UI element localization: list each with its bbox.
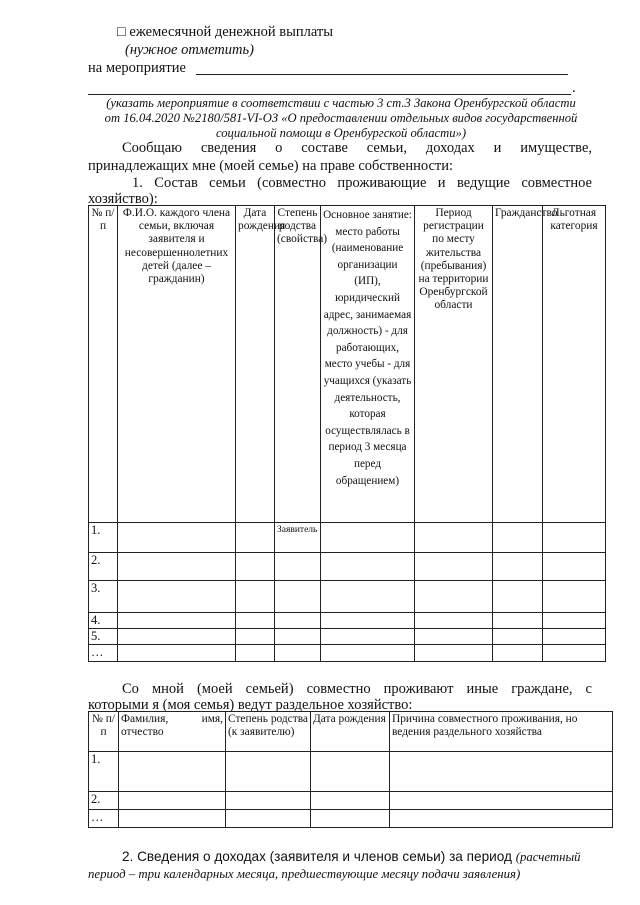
cell-benefit[interactable] [543, 523, 606, 553]
header-birth-date: Дата рождения [236, 206, 275, 523]
cell-benefit[interactable] [543, 629, 606, 645]
cell-occupation[interactable] [321, 581, 415, 613]
row-number: 5. [89, 629, 118, 645]
cell-registration[interactable] [415, 629, 493, 645]
cell-citizenship[interactable] [493, 645, 543, 662]
cell-full-name[interactable] [118, 523, 236, 553]
cell-registration[interactable] [415, 553, 493, 581]
header-reason: Причина совместного проживания, но ведения раздельного хозяйства [390, 712, 613, 752]
header-birth-date: Дата рождения [311, 712, 390, 752]
cell-citizenship[interactable] [493, 629, 543, 645]
cell-registration[interactable] [415, 613, 493, 629]
cell-benefit[interactable] [543, 581, 606, 613]
header-full-name: Ф.И.О. каждого члена семьи, включая заявителя и несовершеннолетних детей (далее – гражданин) [118, 206, 236, 523]
header-benefit-category: Льготная категория [543, 206, 606, 523]
cell-relation[interactable] [226, 752, 311, 792]
header-relation: Степень родства (к заявителю) [226, 712, 311, 752]
row-number: 1. [89, 523, 118, 553]
section2-title-text: 2. Сведения о доходах (заявителя и членов семьи) за период [122, 849, 512, 864]
other-table-header [89, 712, 613, 752]
event-input-line[interactable] [196, 74, 568, 75]
statement-line-2: принадлежащих мне (моей семье) на праве собственности: [88, 158, 454, 174]
cell-benefit[interactable] [543, 613, 606, 629]
cell-relation[interactable] [275, 553, 321, 581]
header-registration-period: Период регистрации по месту жительства (пребывания) на территории Оренбургской области [415, 206, 493, 523]
cell-occupation[interactable] [321, 629, 415, 645]
header-number: № п/п [89, 712, 119, 752]
section2-title [122, 848, 581, 866]
cell-benefit[interactable] [543, 553, 606, 581]
cell-birth-date[interactable] [236, 645, 275, 662]
cell-reason[interactable] [390, 752, 613, 792]
row-number: 3. [89, 581, 118, 613]
table-row [89, 752, 613, 792]
cell-reason[interactable] [390, 792, 613, 810]
section1-title: 1. Состав семьи (совместно проживающие и ведущие совместное [132, 175, 592, 191]
cell-reason[interactable] [390, 810, 613, 828]
cell-registration[interactable] [415, 523, 493, 553]
cell-birth-date[interactable] [311, 810, 390, 828]
table-row [89, 613, 606, 629]
cell-relation[interactable]: Заявитель [275, 523, 321, 553]
cell-full-name[interactable] [119, 810, 226, 828]
section2-hint: период – три календарных месяца, предшествующие месяцу подачи заявления) [88, 867, 521, 881]
cell-full-name[interactable] [118, 645, 236, 662]
cell-birth-date[interactable] [236, 523, 275, 553]
cell-birth-date[interactable] [311, 792, 390, 810]
cell-birth-date[interactable] [311, 752, 390, 792]
other-residents-table [88, 711, 613, 828]
table-row [89, 553, 606, 581]
cell-birth-date[interactable] [236, 613, 275, 629]
cell-occupation[interactable] [321, 523, 415, 553]
row-number: 2. [89, 553, 118, 581]
other-residents-text-2: которыми я (моя семья) ведут раздельное хозяйство: [88, 697, 413, 713]
cell-full-name[interactable] [118, 613, 236, 629]
cell-birth-date[interactable] [236, 581, 275, 613]
table-row [89, 523, 606, 553]
header-number: № п/п [89, 206, 118, 523]
cell-registration[interactable] [415, 645, 493, 662]
cell-relation[interactable] [275, 629, 321, 645]
section2-hint-start: (расчетный [515, 850, 581, 864]
cell-benefit[interactable] [543, 645, 606, 662]
cell-relation[interactable] [226, 810, 311, 828]
statement-line-1: Сообщаю сведения о составе семьи, доходах и имуществе, [122, 140, 592, 156]
header-full-name: Фамилия, имя, отчество [119, 712, 226, 752]
line-end-dot: . [572, 80, 576, 96]
table-row [89, 810, 613, 828]
family-table-header [89, 206, 606, 523]
mark-note: (нужное отметить) [125, 42, 254, 58]
cell-full-name[interactable] [118, 581, 236, 613]
cell-occupation[interactable] [321, 553, 415, 581]
cell-relation[interactable] [275, 581, 321, 613]
row-number: 1. [89, 752, 119, 792]
section1-title-cont: хозяйство): [88, 191, 158, 207]
table-row [89, 581, 606, 613]
table-row [89, 629, 606, 645]
row-number: 4. [89, 613, 118, 629]
cell-citizenship[interactable] [493, 553, 543, 581]
table-row [89, 792, 613, 810]
row-number: … [89, 810, 119, 828]
cell-citizenship[interactable] [493, 581, 543, 613]
cell-relation[interactable] [275, 645, 321, 662]
header-occupation: Основное занятие: место работы (наименование организации (ИП), юридический адрес, занимаемая должность) - для работающих, место учебы - для учащихся (указать деятельность, которая осуществлялась в период 3 месяца перед обращением) [321, 206, 415, 523]
cell-occupation[interactable] [321, 645, 415, 662]
cell-birth-date[interactable] [236, 553, 275, 581]
cell-citizenship[interactable] [493, 613, 543, 629]
family-composition-table [88, 205, 606, 662]
monthly-payment-option: □ ежемесячной денежной выплаты [117, 24, 333, 40]
header-citizenship: Гражданство [493, 206, 543, 523]
cell-full-name[interactable] [118, 629, 236, 645]
table-row [89, 645, 606, 662]
event-input-line-2[interactable] [88, 94, 571, 95]
row-number: 2. [89, 792, 119, 810]
cell-relation[interactable] [226, 792, 311, 810]
cell-birth-date[interactable] [236, 629, 275, 645]
cell-full-name[interactable] [118, 553, 236, 581]
row-number: … [89, 645, 118, 662]
header-relation: Степень родства (свойства) [275, 206, 321, 523]
cell-occupation[interactable] [321, 613, 415, 629]
cell-citizenship[interactable] [493, 523, 543, 553]
cell-registration[interactable] [415, 581, 493, 613]
event-hint: (указать мероприятие в соответствии с частью 3 ст.3 Закона Оренбургской области от 16.04.2020 №2180/581-VI-ОЗ «О предоставлении отдельных видов государственной социальной помощи в Оренбургской области») [104, 96, 578, 140]
cell-full-name[interactable] [119, 752, 226, 792]
event-label: на мероприятие [88, 60, 186, 76]
cell-full-name[interactable] [119, 792, 226, 810]
other-residents-text-1: Со мной (моей семьей) совместно проживают иные граждане, с [122, 681, 592, 697]
cell-relation[interactable] [275, 613, 321, 629]
